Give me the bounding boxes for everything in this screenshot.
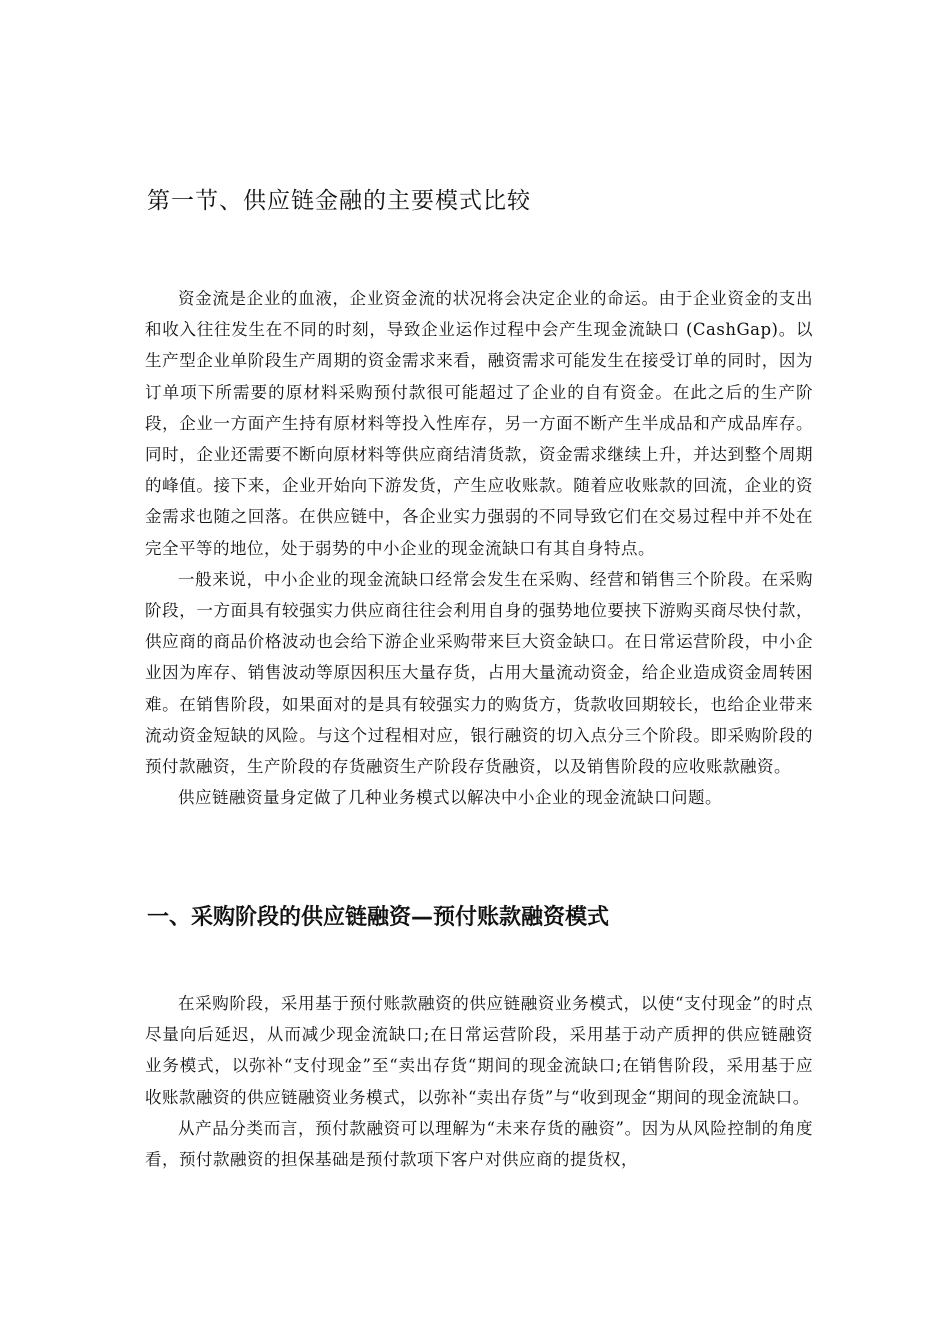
body-paragraph: 资金流是企业的血液，企业资金流的状况将会决定企业的命运。由于企业资金的支出和收入往往发生在不同的时刻，导致企业运作过程中会产生现金流缺口 (CashGap)。以生产型企业单阶段生产周期的资金需求来看，融资需求可能发生在接受订单的同时，因为订单项下所需要的原材料采购预付款很可能超过了企业的自有资金。在此之后的生产阶段，企业一方面产生持有原材料等投入性库存，另一方面不断产生半成品和产成品库存。同时，企业还需要不断向原材料等供应商结清货款，资金需求继续上升，并达到整个周期的峰值。接下来，企业开始向下游发货，产生应收账款。随着应收账款的回流，企业的资金需求也随之回落。在供应链中，各企业实力强弱的不同导致它们在交易过程中并不处在完全平等的地位，处于弱势的中小企业的现金流缺口有其自身特点。: [145, 289, 813, 558]
body-paragraph: 供应链融资量身定做了几种业务模式以解决中小企业的现金流缺口问题。: [178, 788, 722, 808]
subsection-title: 一、采购阶段的供应链融资—预付账款融资模式: [147, 905, 610, 930]
section-body: [145, 283, 813, 813]
body-paragraph: 一般来说，中小企业的现金流缺口经常会发生在采购、经营和销售三个阶段。在采购阶段，一方面具有较强实力供应商往往会利用自身的强势地位要挟下游购买商尽快付款，供应商的商品价格波动也会给下游企业采购带来巨大资金缺口。在日常运营阶段，中小企业因为库存、销售波动等原因积压大量存货，占用大量流动资金，给企业造成资金周转困难。在销售阶段，如果面对的是具有较强实力的购货方，货款收回期较长，也给企业带来流动资金短缺的风险。与这个过程相对应，银行融资的切入点分三个阶段。即采购阶段的预付款融资，生产阶段的存货融资生产阶段存货融资，以及销售阶段的应收账款融资。: [145, 569, 813, 777]
body-paragraph: 在采购阶段，采用基于预付账款融资的供应链融资业务模式，以使“支付现金”的时点尽量向后延迟，从而减少现金流缺口;在日常运营阶段，采用基于动产质押的供应链融资业务模式，以弥补“支付现金”至“卖出存货“期间的现金流缺口;在销售阶段，采用基于应收账款融资的供应链融资业务模式，以弥补“卖出存货”与“收到现金“期间的现金流缺口。: [145, 994, 813, 1107]
subsection-body: [145, 988, 813, 1175]
section-title: 第一节、供应链金融的主要模式比较: [147, 188, 531, 214]
body-paragraph: 从产品分类而言，预付款融资可以理解为“未来存货的融资”。因为从风险控制的角度看，预付款融资的担保基础是预付款项下客户对供应商的提货权，: [145, 1118, 813, 1170]
